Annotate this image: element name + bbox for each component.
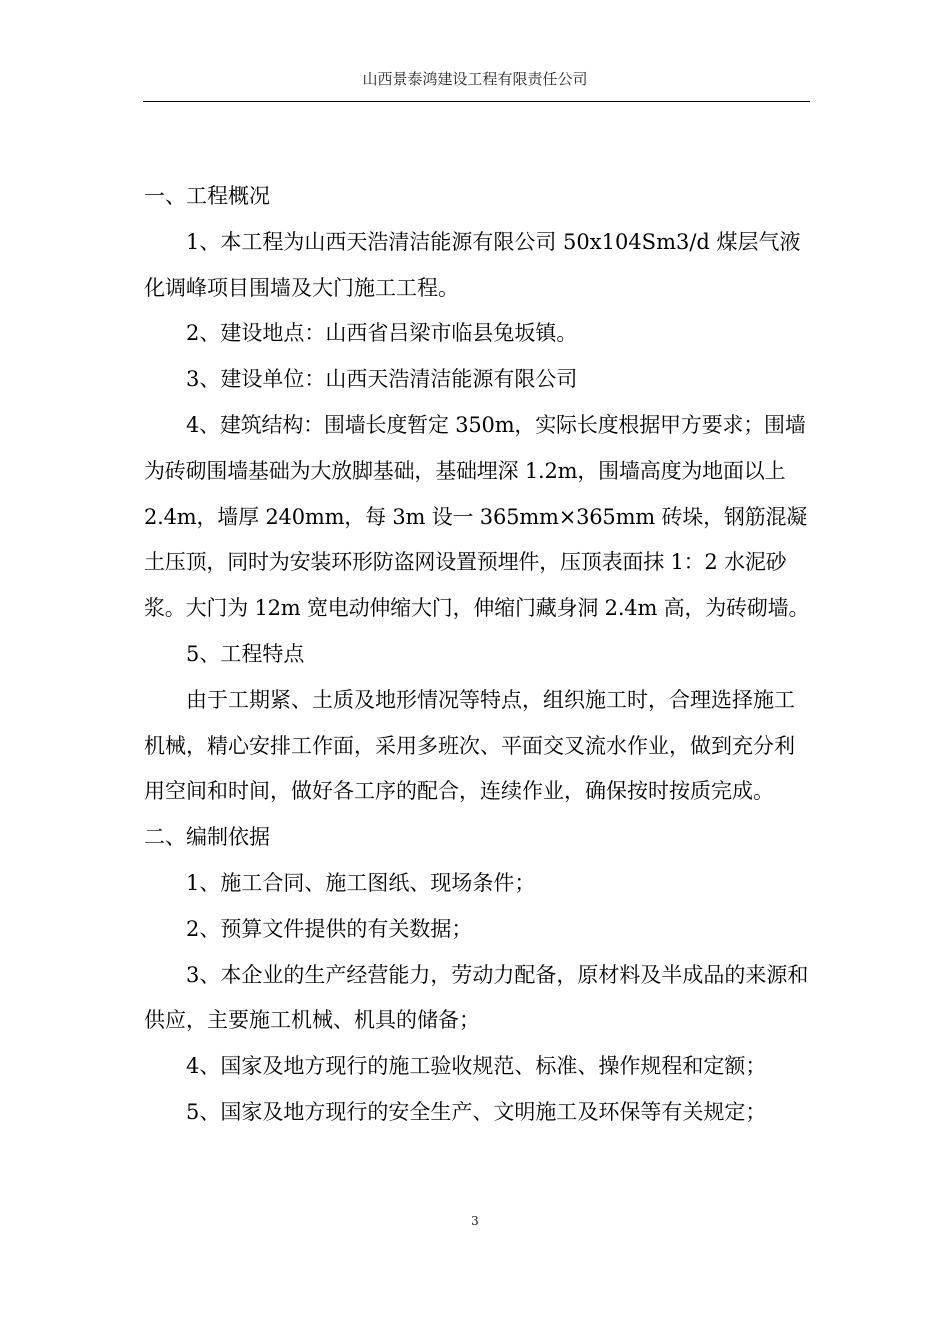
list-item-basis-3: 3、本企业的生产经营能力，劳动力配备，原材料及半成品的来源和供应，主要施工机械、机具的储备； [144, 962, 809, 1033]
paragraph-building-structure: 4、建筑结构：围墙长度暂定 350m，实际长度根据甲方要求；围墙为砖砌围墙基础为大放脚基础，基础埋深 1.2m，围墙高度为地面以上 2.4m，墙厚 240mm，每 3m 设一 365mm×365mm 砖垛，钢筋混凝土压顶，同时为安装环形防盗网设置预埋件，压顶表面抹 1：2 水泥砂浆。大门为 12m 宽电动伸缩大门，伸缩门藏身洞 2.4m 高，为砖砌墙。 [144, 412, 810, 621]
page-header: 山西景泰鸿建设工程有限责任公司 [362, 70, 588, 88]
list-item-basis-5: 5、国家及地方现行的安全生产、文明施工及环保等有关规定； [186, 1099, 767, 1124]
list-item-basis-2: 2、预算文件提供的有关数据； [186, 916, 473, 941]
page-number: 3 [471, 1214, 479, 1228]
header-divider [143, 101, 810, 102]
list-item-basis-4: 4、国家及地方现行的施工验收规范、标准、操作规程和定额； [186, 1054, 767, 1079]
paragraph-project-features: 由于工期紧、土质及地形情况等特点，组织施工时，合理选择施工机械，精心安排工作面，采用多班次、平面交叉流水作业，做到充分利用空间和时间，做好各工序的配合，连续作业，确保按时按质完成。 [144, 687, 795, 804]
list-item-basis-1: 1、施工合同、施工图纸、现场条件； [186, 870, 536, 895]
paragraph-construction-site: 2、建设地点：山西省吕梁市临县兔坂镇。 [186, 321, 578, 346]
paragraph-construction-unit: 3、建设单位：山西天浩清洁能源有限公司 [186, 367, 578, 392]
paragraph-project-features-title: 5、工程特点 [186, 641, 305, 666]
section-heading-project-overview: 一、工程概况 [144, 184, 270, 208]
paragraph-project-name: 1、本工程为山西天浩清洁能源有限公司 50x104Sm3/d 煤层气液化调峰项目围墙及大门施工工程。 [144, 229, 801, 300]
section-heading-basis: 二、编制依据 [144, 825, 270, 850]
document-body [144, 174, 810, 1136]
